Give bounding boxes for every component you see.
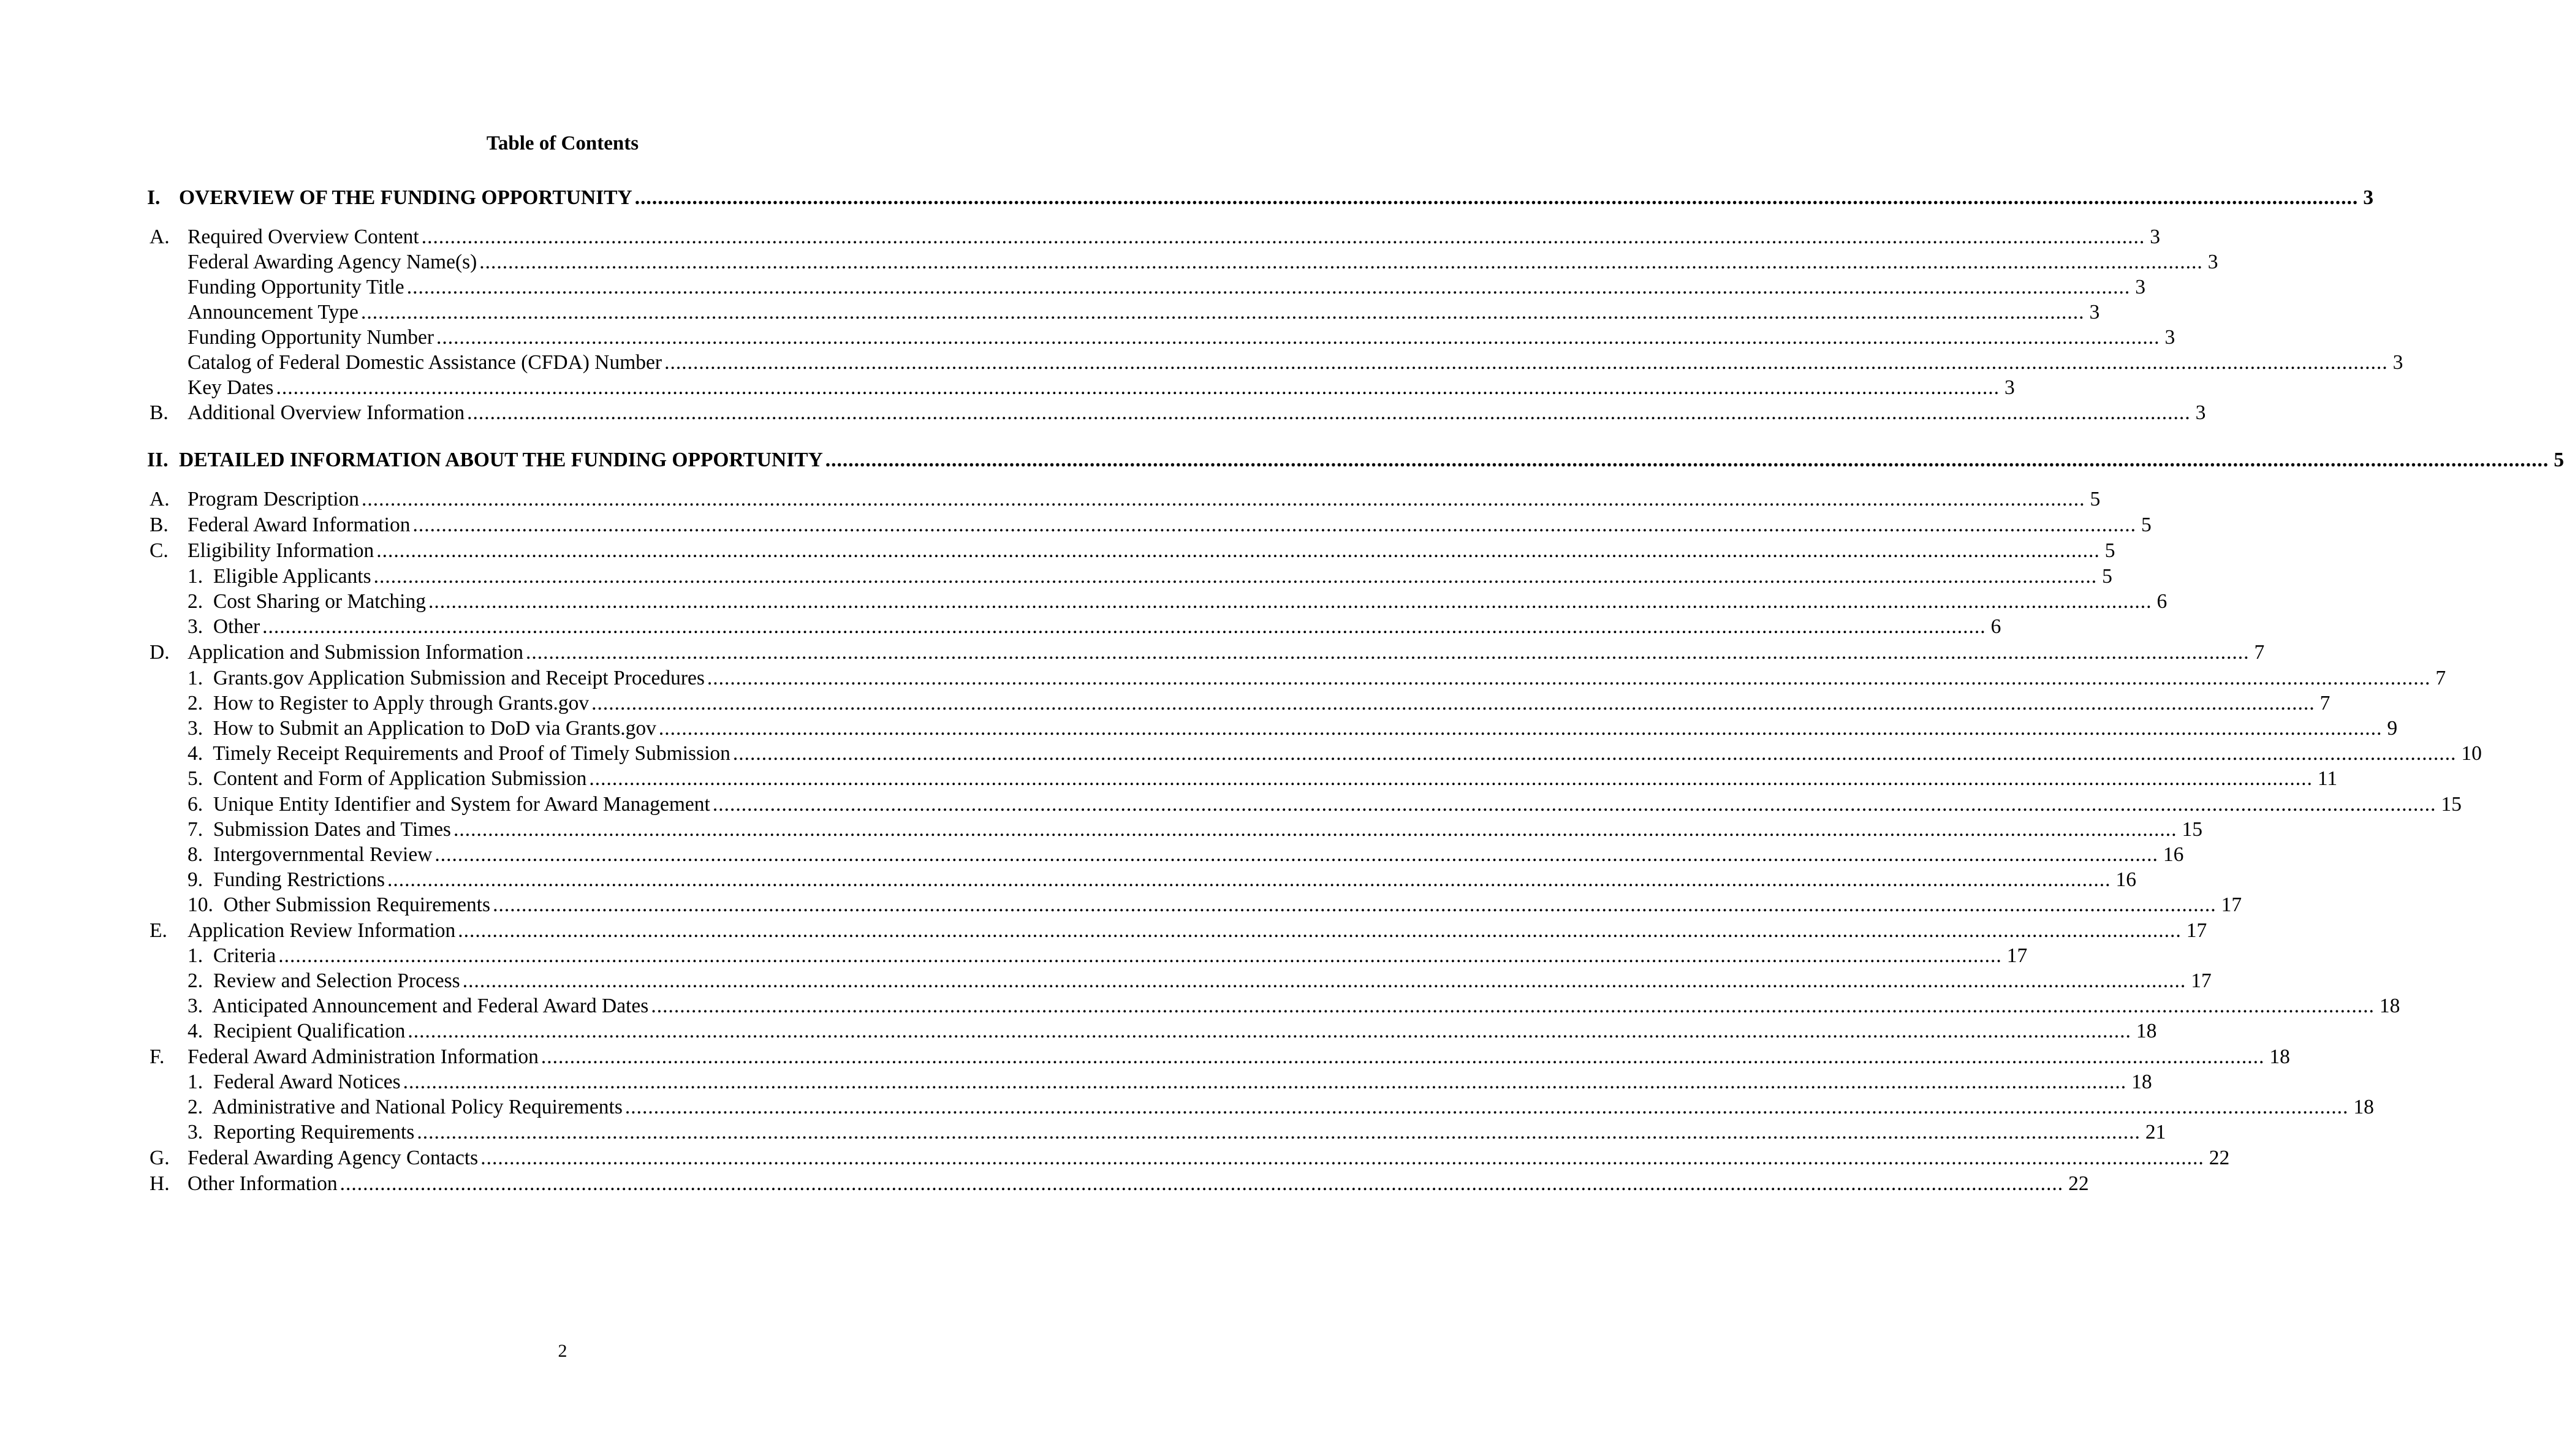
toc-page-number: 5	[2090, 488, 2101, 510]
toc-item-row[interactable]	[0, 993, 2400, 1019]
toc-page-number: 3	[2004, 376, 2015, 399]
toc-marker: D.	[150, 641, 170, 664]
toc-page-number: 18	[2379, 995, 2400, 1017]
toc-item-row[interactable]	[0, 892, 2242, 918]
toc-label: 6. Unique Entity Identifier and System for Award Management	[188, 793, 710, 816]
toc-section-row[interactable]	[0, 185, 2373, 211]
toc-label: Eligibility Information	[188, 539, 374, 562]
toc-subsection-row[interactable]	[0, 1044, 2290, 1070]
dot-leader: ............................................................................................................................................................................................................................................................................................................	[339, 1172, 2064, 1195]
toc-page-number: 6	[2156, 590, 2168, 613]
toc-item-row[interactable]	[0, 665, 2446, 691]
dot-leader: ............................................................................................................................................................................................................................................................................................................	[362, 488, 2085, 510]
toc-marker: II.	[147, 449, 169, 471]
toc-subsection-row[interactable]	[0, 224, 2160, 250]
dot-leader: ............................................................................................................................................................................................................................................................................................................	[462, 969, 2187, 992]
toc-label: 5. Content and Form of Application Submission	[188, 767, 587, 790]
toc-page-number: 16	[2115, 868, 2136, 891]
toc-page-number: 18	[2269, 1045, 2290, 1068]
toc-label: 10. Other Submission Requirements	[188, 893, 491, 916]
toc-page-number: 3	[2195, 401, 2206, 424]
dot-leader: ............................................................................................................................................................................................................................................................................................................	[479, 251, 2203, 273]
toc-page-number: 3	[2392, 351, 2403, 374]
dot-leader: ............................................................................................................................................................................................................................................................................................................	[428, 590, 2152, 613]
toc-marker: I.	[147, 186, 161, 209]
toc-label: 1. Eligible Applicants	[188, 565, 371, 588]
dot-leader: ............................................................................................................................................................................................................................................................................................................	[624, 1096, 2349, 1118]
toc-label: Application and Submission Information	[188, 641, 524, 664]
toc-label: Federal Awarding Agency Contacts	[188, 1147, 479, 1169]
toc-label: 3. How to Submit an Application to DoD via Grants.gov	[188, 717, 656, 740]
dot-leader: ............................................................................................................................................................................................................................................................................................................	[658, 717, 2383, 740]
toc-page-number: 15	[2441, 793, 2462, 816]
toc-page-number: 16	[2163, 843, 2184, 866]
dot-leader: ............................................................................................................................................................................................................................................................................................................	[540, 1045, 2265, 1068]
toc-item-row[interactable]	[0, 766, 2338, 792]
toc-page-number: 3	[2207, 251, 2218, 273]
toc-item-row[interactable]	[0, 741, 2482, 767]
toc-page-number: 15	[2182, 818, 2202, 841]
toc-page-number: 7	[2435, 667, 2446, 689]
toc-label: 7. Submission Dates and Times	[188, 818, 451, 841]
toc-subsection-row[interactable]	[0, 1145, 2230, 1171]
toc-label: Application Review Information	[188, 919, 456, 942]
toc-label: 2. How to Register to Apply through Grants.gov	[188, 692, 590, 715]
toc-page-number: 22	[2209, 1147, 2230, 1169]
toc-label: 1. Grants.gov Application Submission and Receipt Procedures	[188, 667, 705, 689]
toc-label: OVERVIEW OF THE FUNDING OPPORTUNITY	[179, 186, 632, 209]
toc-page-number: 3	[2164, 326, 2175, 349]
toc-subsection-row[interactable]	[0, 400, 2206, 426]
toc-page-number: 7	[2254, 641, 2265, 664]
toc-label: Other Information	[188, 1172, 338, 1195]
dot-leader: ............................................................................................................................................................................................................................................................................................................	[526, 641, 2250, 664]
toc-marker: B.	[150, 401, 169, 424]
dot-leader: ............................................................................................................................................................................................................................................................................................................	[360, 301, 2085, 324]
dot-leader: ............................................................................................................................................................................................................................................................................................................	[408, 1020, 2131, 1042]
toc-item-row[interactable]	[0, 564, 2112, 590]
toc-label: Catalog of Federal Domestic Assistance (CFDA) Number	[188, 351, 662, 374]
toc-item-row[interactable]	[0, 968, 2212, 994]
toc-page-number: 5	[2554, 449, 2564, 471]
toc-label: DETAILED INFORMATION ABOUT THE FUNDING OPPORTUNITY	[179, 449, 823, 471]
dot-leader: ............................................................................................................................................................................................................................................................................................................	[707, 667, 2431, 689]
toc-page-number: 3	[2363, 186, 2373, 209]
dot-leader: ............................................................................................................................................................................................................................................................................................................	[278, 944, 2002, 967]
dot-leader: ............................................................................................................................................................................................................................................................................................................	[421, 226, 2145, 248]
toc-item-row[interactable]	[0, 1018, 2157, 1044]
toc-marker: A.	[150, 488, 170, 510]
toc-page-number: 18	[2131, 1071, 2152, 1093]
toc-page-number: 5	[2104, 539, 2115, 562]
toc-item-row[interactable]	[0, 325, 2175, 351]
dot-leader: ............................................................................................................................................................................................................................................................................................................	[664, 351, 2388, 374]
toc-label: 9. Funding Restrictions	[188, 868, 385, 891]
page-title: Table of Contents	[486, 132, 639, 154]
page-number: 2	[558, 1341, 567, 1361]
toc-label: 3. Anticipated Announcement and Federal Award Dates	[188, 995, 649, 1017]
toc-page-number: 10	[2461, 742, 2482, 765]
toc-label: Program Description	[188, 488, 360, 510]
toc-item-row[interactable]	[0, 943, 2028, 969]
dot-leader: ............................................................................................................................................................................................................................................................................................................	[434, 843, 2158, 866]
dot-leader: ............................................................................................................................................................................................................................................................................................................	[589, 767, 2313, 790]
dot-leader: ............................................................................................................................................................................................................................................................................................................	[591, 692, 2315, 715]
dot-leader: ............................................................................................................................................................................................................................................................................................................	[406, 276, 2131, 298]
toc-label: 1. Federal Award Notices	[188, 1071, 401, 1093]
toc-marker: A.	[150, 226, 170, 248]
toc-item-row[interactable]	[0, 300, 2100, 325]
dot-leader: ............................................................................................................................................................................................................................................................................................................	[651, 995, 2375, 1017]
toc-label: Federal Award Information	[188, 514, 411, 536]
toc-label: Required Overview Content	[188, 226, 419, 248]
toc-label: 3. Other	[188, 615, 260, 638]
toc-subsection-row[interactable]	[0, 538, 2115, 564]
dot-leader: ............................................................................................................................................................................................................................................................................................................	[373, 565, 2098, 588]
dot-leader: ............................................................................................................................................................................................................................................................................................................	[453, 818, 2177, 841]
dot-leader: ............................................................................................................................................................................................................................................................................................................	[417, 1121, 2141, 1143]
toc-subsection-row[interactable]	[0, 512, 2152, 538]
toc-section-row[interactable]	[0, 447, 2564, 473]
toc-marker: E.	[150, 919, 167, 942]
toc-label: Announcement Type	[188, 301, 358, 324]
dot-leader: ............................................................................................................................................................................................................................................................................................................	[262, 615, 1986, 638]
toc-page-number: 22	[2068, 1172, 2089, 1195]
toc-item-row[interactable]	[0, 375, 2015, 401]
dot-leader: ............................................................................................................................................................................................................................................................................................................	[634, 186, 2359, 209]
toc-page-number: 6	[1990, 615, 2001, 638]
toc-label: 8. Intergovernmental Review	[188, 843, 433, 866]
toc-page-number: 5	[2141, 514, 2152, 536]
dot-leader: ............................................................................................................................................................................................................................................................................................................	[376, 539, 2100, 562]
toc-item-row[interactable]	[0, 867, 2136, 893]
toc-item-row[interactable]	[0, 842, 2184, 868]
toc-subsection-row[interactable]	[0, 640, 2265, 665]
toc-label: Funding Opportunity Number	[188, 326, 434, 349]
dot-leader: ............................................................................................................................................................................................................................................................................................................	[712, 793, 2437, 816]
toc-item-row[interactable]	[0, 1094, 2374, 1120]
toc-label: 4. Recipient Qualification	[188, 1020, 406, 1042]
toc-item-row[interactable]	[0, 275, 2145, 300]
dot-leader: ............................................................................................................................................................................................................................................................................................................	[493, 893, 2217, 916]
toc-page-number: 17	[2186, 919, 2207, 942]
dot-leader: ............................................................................................................................................................................................................................................................................................................	[458, 919, 2182, 942]
toc-label: 1. Criteria	[188, 944, 276, 967]
toc-item-row[interactable]	[0, 1120, 2166, 1145]
toc-item-row[interactable]	[0, 691, 2331, 716]
toc-marker: H.	[150, 1172, 170, 1195]
dot-leader: ............................................................................................................................................................................................................................................................................................................	[825, 449, 2549, 471]
toc-page-number: 3	[2135, 276, 2145, 298]
toc-marker: G.	[150, 1147, 170, 1169]
toc-item-row[interactable]	[0, 249, 2218, 275]
toc-item-row[interactable]	[0, 1069, 2152, 1095]
dot-leader: ............................................................................................................................................................................................................................................................................................................	[467, 401, 2191, 424]
toc-label: 3. Reporting Requirements	[188, 1121, 415, 1143]
dot-leader: ............................................................................................................................................................................................................................................................................................................	[387, 868, 2111, 891]
toc-item-row[interactable]	[0, 589, 2168, 615]
toc-item-row[interactable]	[0, 716, 2398, 741]
toc-marker: C.	[150, 539, 169, 562]
toc-page-number: 3	[2089, 301, 2100, 324]
toc-page-number: 9	[2387, 717, 2398, 740]
toc-page-number: 3	[2150, 226, 2160, 248]
toc-page-number: 18	[2136, 1020, 2157, 1042]
toc-label: Funding Opportunity Title	[188, 276, 404, 298]
toc-label: Key Dates	[188, 376, 274, 399]
toc-page-number: 11	[2317, 767, 2338, 790]
toc-label: 2. Cost Sharing or Matching	[188, 590, 426, 613]
toc-subsection-row[interactable]	[0, 487, 2101, 512]
toc-page-number: 17	[2191, 969, 2212, 992]
toc-page-number: 17	[2221, 893, 2242, 916]
toc-subsection-row[interactable]	[0, 1171, 2089, 1197]
toc-label: Federal Awarding Agency Name(s)	[188, 251, 477, 273]
dot-leader: ............................................................................................................................................................................................................................................................................................................	[732, 742, 2457, 765]
dot-leader: ............................................................................................................................................................................................................................................................................................................	[403, 1071, 2127, 1093]
toc-label: 2. Administrative and National Policy Requirements	[188, 1096, 623, 1118]
dot-leader: ............................................................................................................................................................................................................................................................................................................	[480, 1147, 2204, 1169]
toc-subsection-row[interactable]	[0, 918, 2207, 944]
toc-page-number: 18	[2353, 1096, 2374, 1118]
toc-label: Federal Award Administration Information	[188, 1045, 539, 1068]
toc-page-number: 7	[2319, 692, 2331, 715]
toc-item-row[interactable]	[0, 817, 2202, 843]
toc-page-number: 17	[2006, 944, 2028, 967]
toc-item-row[interactable]	[0, 350, 2403, 376]
toc-page-number: 5	[2102, 565, 2112, 588]
toc-item-row[interactable]	[0, 792, 2462, 817]
dot-leader: ............................................................................................................................................................................................................................................................................................................	[412, 514, 2136, 536]
toc-marker: F.	[150, 1045, 165, 1068]
toc-label: 4. Timely Receipt Requirements and Proof of Timely Submission	[188, 742, 730, 765]
dot-leader: ............................................................................................................................................................................................................................................................................................................	[276, 376, 2000, 399]
toc-label: 2. Review and Selection Process	[188, 969, 460, 992]
toc-marker: B.	[150, 514, 169, 536]
toc-item-row[interactable]	[0, 614, 2001, 640]
dot-leader: ............................................................................................................................................................................................................................................................................................................	[436, 326, 2160, 349]
toc-page-number: 21	[2145, 1121, 2166, 1143]
toc-label: Additional Overview Information	[188, 401, 465, 424]
